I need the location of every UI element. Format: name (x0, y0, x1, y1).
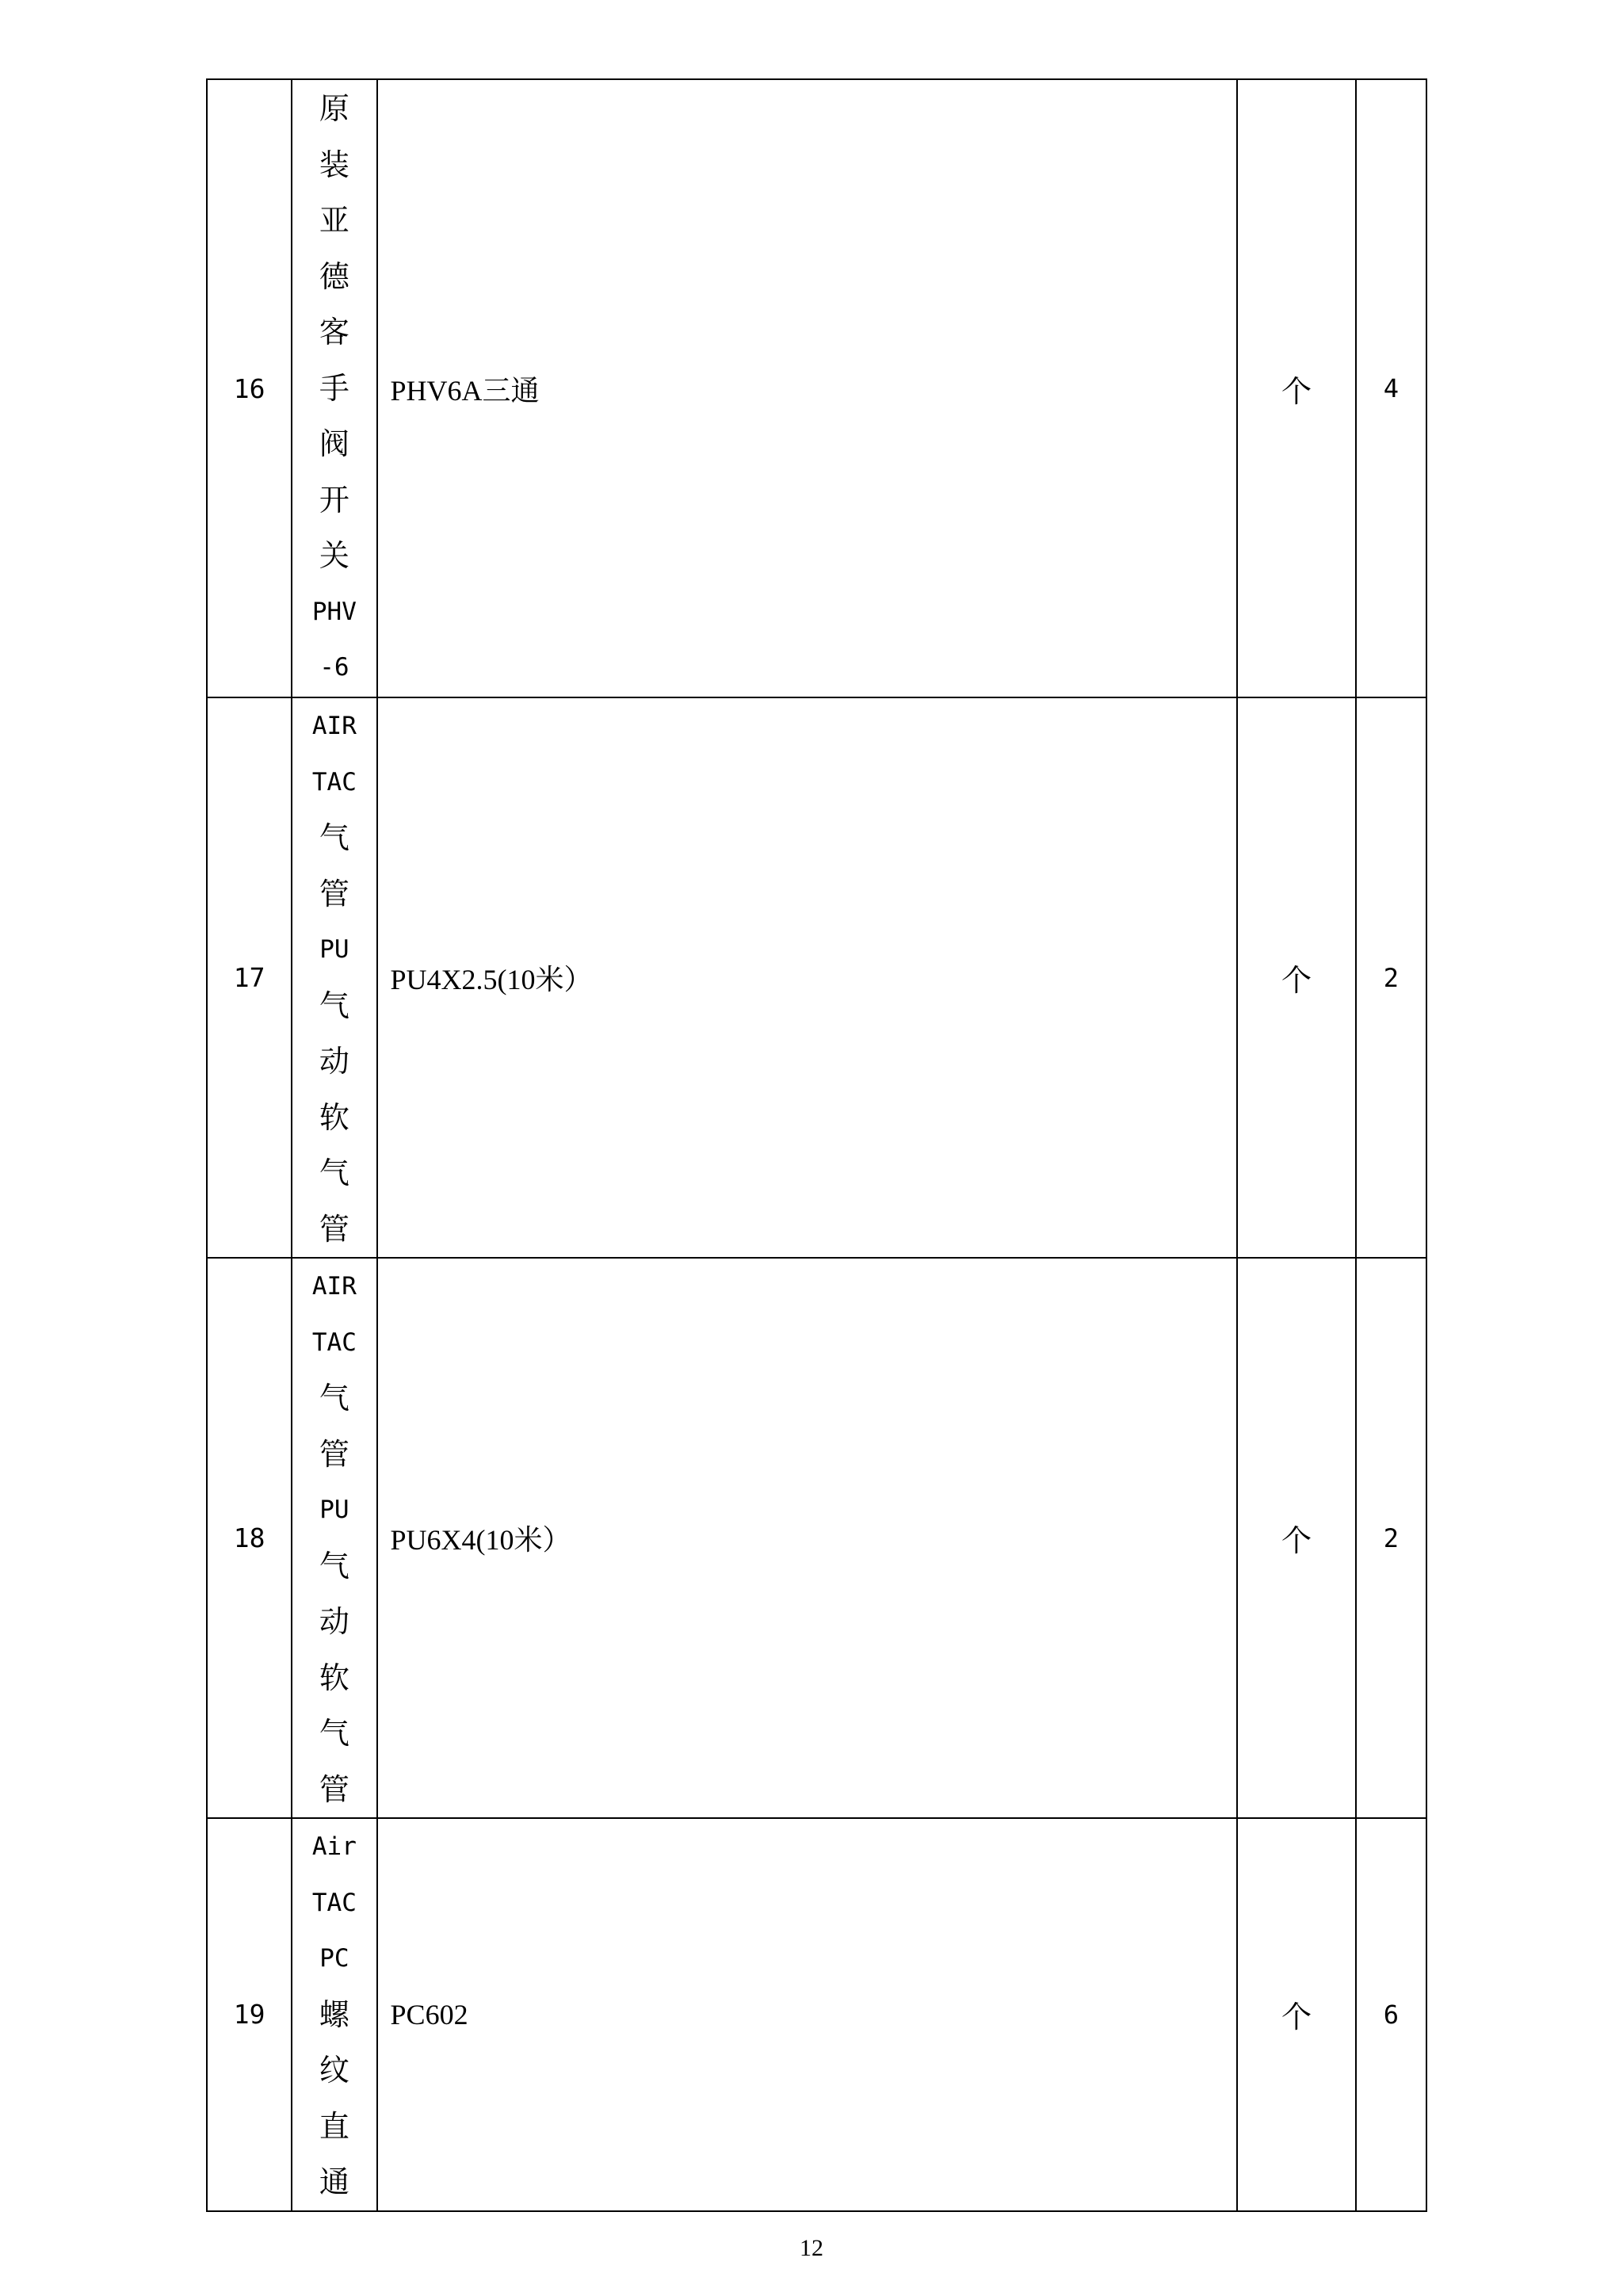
item-number: 18 (207, 1258, 292, 1818)
item-unit: 个 (1237, 1818, 1355, 2211)
item-unit: 个 (1237, 79, 1355, 697)
name-char: 直 (319, 2108, 349, 2144)
name-char: 开 (319, 482, 349, 518)
name-char: 气 (319, 1716, 349, 1751)
table-row (207, 697, 1426, 1258)
name-char: PU (319, 1496, 349, 1524)
item-spec: PU4X2.5(10米） (377, 697, 1238, 1258)
name-char: AIR (311, 712, 357, 740)
name-char: 手 (319, 370, 349, 406)
name-char: PC (319, 1944, 349, 1973)
name-char: 螺 (319, 1996, 349, 2032)
item-quantity: 2 (1356, 697, 1426, 1258)
item-unit: 个 (1237, 697, 1355, 1258)
item-number: 17 (207, 697, 292, 1258)
name-char: PU (319, 935, 349, 964)
item-quantity: 2 (1356, 1258, 1426, 1818)
page-number: 12 (800, 2235, 823, 2261)
name-char: 软 (319, 1660, 349, 1695)
name-char: 管 (319, 876, 349, 911)
item-quantity: 6 (1356, 1818, 1426, 2211)
name-char: AIR (311, 1272, 357, 1301)
name-char: 管 (319, 1436, 349, 1472)
name-char: TAC (311, 1888, 357, 1917)
name-char: 气 (319, 1156, 349, 1190)
name-char: 动 (319, 1044, 349, 1079)
table-row (207, 79, 1426, 697)
name-char: 阀 (319, 426, 349, 462)
name-char: 管 (319, 1211, 349, 1247)
name-char: 软 (319, 1099, 349, 1135)
item-unit: 个 (1237, 1258, 1355, 1818)
item-name (292, 697, 376, 1258)
item-quantity: 4 (1356, 79, 1426, 697)
name-char: 动 (319, 1604, 349, 1639)
parts-table (206, 78, 1427, 2212)
name-char: 德 (319, 258, 349, 294)
name-char: TAC (311, 1328, 357, 1357)
name-char: 气 (319, 988, 349, 1023)
name-char: 气 (319, 1381, 349, 1415)
name-char: 气 (319, 820, 349, 855)
name-char: 原 (319, 91, 349, 127)
name-char: 气 (319, 1548, 349, 1584)
name-char: Air (311, 1832, 357, 1861)
name-char: 管 (319, 1771, 349, 1807)
table-row (207, 1818, 1426, 2211)
name-char: 关 (319, 538, 349, 574)
item-spec: PHV6A三通 (377, 79, 1238, 697)
name-char: TAC (311, 767, 357, 797)
name-char: -6 (319, 653, 349, 682)
name-char: 通 (319, 2164, 349, 2199)
table-row (207, 1258, 1426, 1818)
item-number: 19 (207, 1818, 292, 2211)
item-name (292, 79, 376, 697)
name-char: 纹 (319, 2053, 349, 2088)
item-spec: PC602 (377, 1818, 1238, 2211)
item-name (292, 1258, 376, 1818)
name-char: 装 (319, 147, 349, 182)
name-char: PHV (311, 597, 357, 626)
name-char: 客 (319, 315, 349, 350)
item-name (292, 1818, 376, 2211)
item-spec: PU6X4(10米） (377, 1258, 1238, 1818)
name-char: 亚 (319, 203, 349, 239)
item-number: 16 (207, 79, 292, 697)
